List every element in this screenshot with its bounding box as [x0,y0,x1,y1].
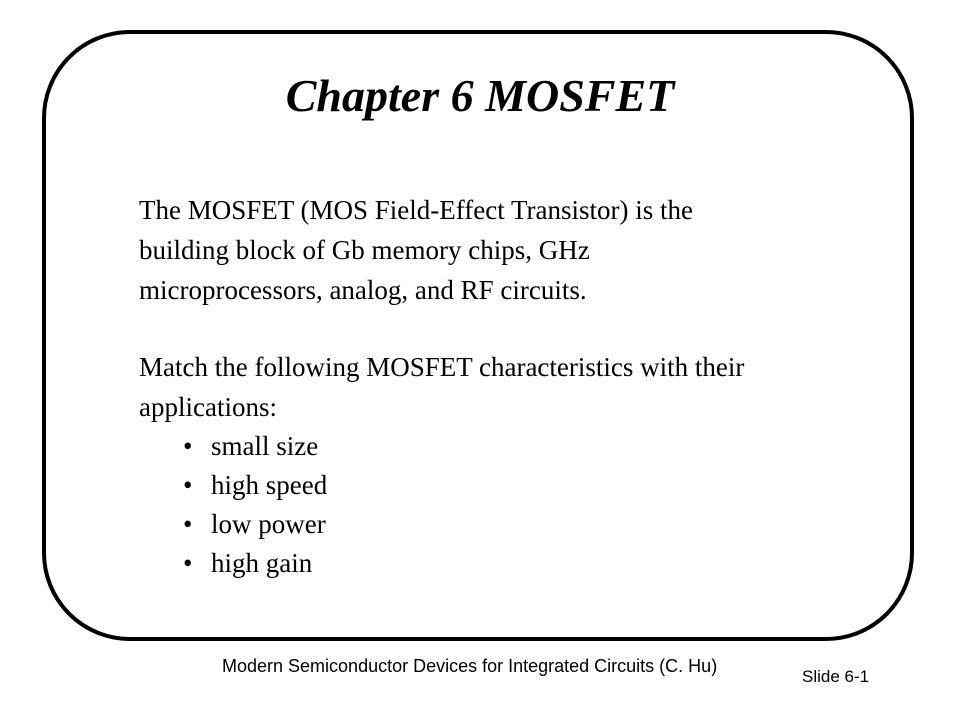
list-item-label: high gain [211,548,313,578]
bullet-icon: • [183,509,193,539]
slide-title: Chapter 6 MOSFET [285,70,675,121]
slide-number: Slide 6-1 [802,667,870,686]
list-item-label: low power [211,509,326,539]
list-item-label: high speed [211,470,328,500]
list-item-label: small size [211,431,319,461]
bullet-icon: • [183,431,193,461]
intro-line-3: microprocessors, analog, and RF circuits. [139,275,587,305]
prompt-line-1: Match the following MOSFET characteristics with their [139,352,745,382]
paragraph-spacer [139,310,899,347]
footer-book-title: Modern Semiconductor Devices for Integrated Circuits (C. Hu) [222,656,718,676]
list-item [183,427,899,466]
prompt-line-2: applications: [139,392,277,422]
list-item [183,505,899,544]
bullet-icon: • [183,548,193,578]
list-item [183,544,899,583]
intro-line-1: The MOSFET (MOS Field-Effect Transistor) is the [139,195,694,225]
characteristics-list [139,427,899,583]
list-item [183,466,899,505]
bullet-icon: • [183,470,193,500]
slide-body [139,190,899,583]
intro-line-2: building block of Gb memory chips, GHz [139,235,590,265]
